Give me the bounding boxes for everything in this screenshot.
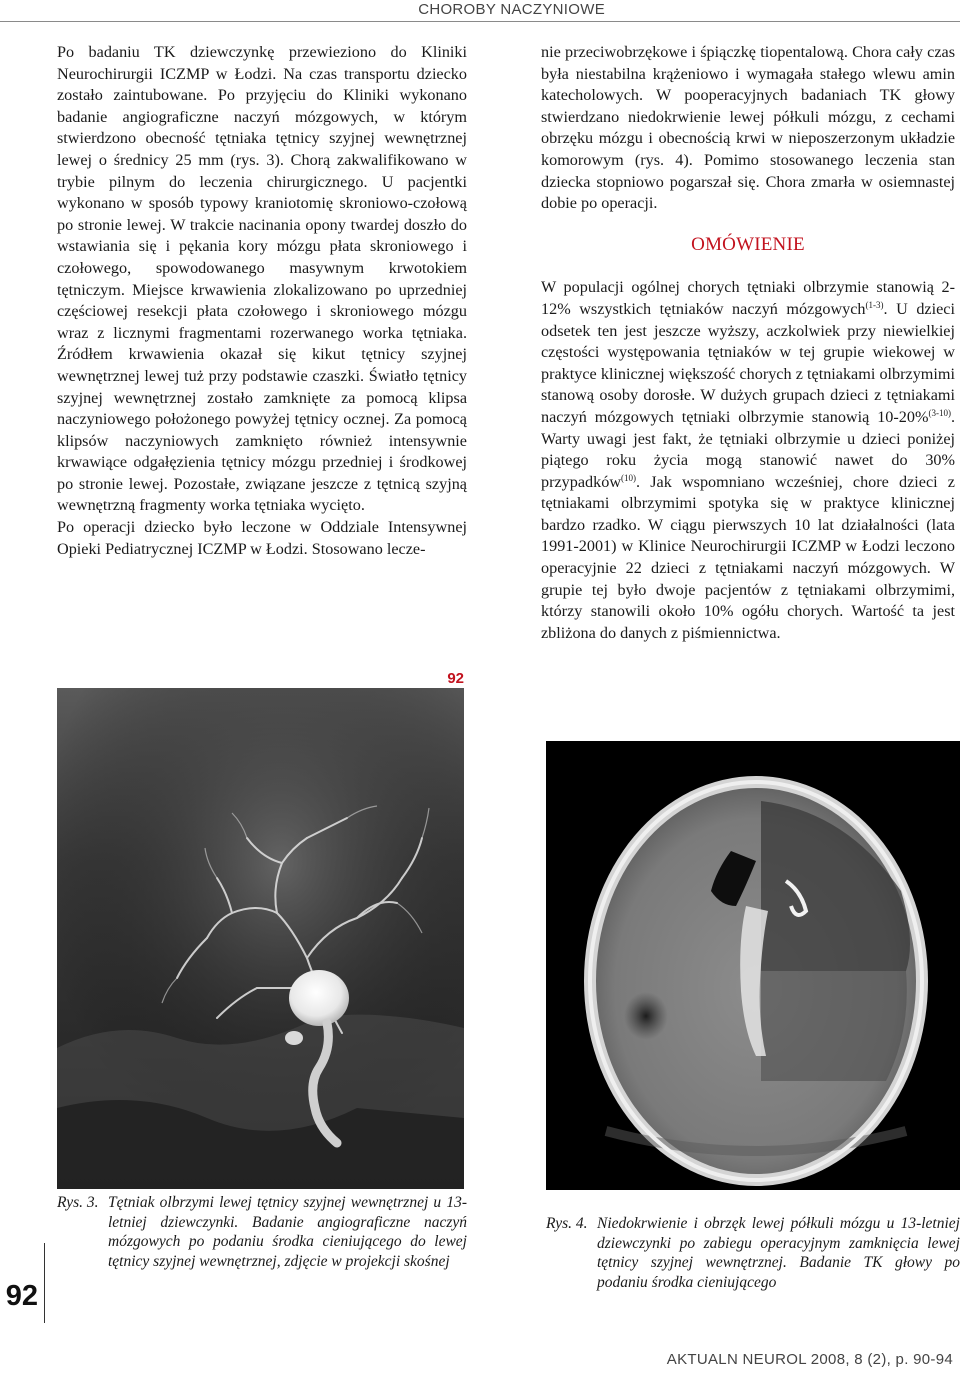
reference-3: (10): [621, 472, 637, 483]
figure-3-image-label: 92: [447, 670, 464, 687]
discussion-paragraph: [541, 277, 955, 644]
figure-4-caption-label: Rys. 4.: [546, 1215, 588, 1232]
figure-4-caption: [546, 1214, 960, 1292]
figure-3-caption-label: Rys. 3.: [57, 1194, 99, 1211]
figure-3-caption: [57, 1193, 467, 1271]
running-header: [0, 0, 960, 22]
header-rule: [0, 21, 960, 22]
figure-3-caption-text: Tętniak olbrzymi lewej tętnicy szyjnej wewnętrznej u 13-letniej dziewczynki. Badanie angiograficzne naczyń mózgowych po podaniu środka cieniującego do lewej tętnicy szyjnej wewnętrznej, zdjęcie w projekcji skośnej: [108, 1194, 467, 1270]
discussion-text-2: . U dzieci odsetek ten jest jeszcze wyższy, aczkolwiek przy niewielkiej częstości występowania tętniaków w tej grupie wiekowej w praktyce klinicznej większość chorych z tętniakami olbrzymimi stanową osoby dorosłe. W dużych grupach dzieci z tętniakami naczyń mózgowych tętniaki olbrzymie stanowią 10-20%: [541, 299, 955, 426]
page-number-rule: [44, 1243, 45, 1323]
ct-scan-illustration: [546, 741, 960, 1190]
reference-1: (1-3): [865, 299, 884, 310]
left-text-column: [57, 42, 467, 560]
right-text-column: [541, 42, 955, 644]
discussion-text-3: . Warty uwagi jest fakt, że tętniaki olbrzymie u dzieci poniżej piątego roku życia mogą stanowić nawet do 30% przypadków: [541, 407, 955, 491]
page-number: 92: [5, 1280, 38, 1312]
angiography-illustration: [57, 688, 464, 1189]
figure-4-caption-text: Niedokrwienie i obrzęk lewej półkuli mózgu u 13-letniej dziewczynki po zabiegu operacyjnym zamknięcia lewej tętnicy szyjnej wewnętrznej. Badanie TK głowy po podaniu środka cieniującego: [597, 1215, 960, 1291]
ct-scan-image: [546, 741, 960, 1190]
case-paragraph-icu: Po operacji dziecko było leczone w Oddziale Intensywnej Opieki Pediatrycznej ICZMP w Łodzi. Stosowano lecze-: [57, 518, 467, 558]
case-paragraph-outcome: nie przeciwobrzękowe i śpiączkę tiopentalową. Chora cały czas była niestabilna krążeniowo i wymagała stałego wlewu amin katecholowych. W pooperacyjnych badaniach TK głowy stwierdzano niedokrwienie lewej półkuli mózgu, z cechami obrzęku mózgu i obecnością krwi w nieposzerzonym układzie komorowym (rys. 4). Pomimo stosowanego leczenia stan dziecka stopniowo pogarszał się. Chora zmarła w osiemnastej dobie po operacji.: [541, 43, 955, 213]
section-title: CHOROBY NACZYNIOWE: [418, 1, 605, 18]
section-heading-omowienie: OMÓWIENIE: [691, 233, 805, 255]
discussion-text-1: W populacji ogólnej chorych tętniaki olbrzymie stanowią 2-12% wszystkich tętniaków naczyń mózgowych: [541, 278, 955, 318]
journal-citation: AKTUALN NEUROL 2008, 8 (2), p. 90-94: [666, 1351, 953, 1368]
case-paragraph-surgery: Po badaniu TK dziewczynkę przewieziono do Kliniki Neurochirurgii ICZMP w Łodzi. Na czas transportu dziecko zostało zaintubowane. Po przyjęciu do Kliniki wykonano badanie angiograficzne naczyń mózgowych, w którym stwierdzono obecność tętniaka tętnicy szyjnej wewnętrznej lewej o średnicy 25 mm (rys. 3). Chorą zakwalifikowano w trybie pilnym do leczenia chirurgicznego. U pacjentki wykonano w sposób typowy kraniotomię skroniowo-czołową po stronie lewej. W trakcie nacinania opony twardej doszło do wstawiania się i pękania kory mózgu płata skroniowego i czołowego, spowodowanego masywnym krwotokiem tętniczym. Miejsce krwawienia zlokalizowano po uprzedniej częściowej resekcji płata czołowego i skroniowego mózgu wraz z licznymi fragmentami rozerwanego worka tętniaka. Źródłem krwawienia okazał się kikut tętnicy szyjnej wewnętrznej lewej tuż przy podstawie czaszki. Światło tętnicy szyjnej wewnętrznej zostało zamknięte za pomocą klipsa naczyniowego położonego powyżej tętnicy ocznej. Za pomocą klipsów naczyniowych zamknięto również intensywnie krwawiące odgałęzienia tętnicy mózgu przedniej i środkowej po stronie lewej. Pozostałe, związane jeszcze z tętnicą szyjną wewnętrzną fragmenty worka tętniaka wycięto.: [57, 43, 467, 515]
angiography-image: [57, 688, 464, 1189]
discussion-text-4: . Jak wspomniano wcześniej, chore dzieci z tętniakami olbrzymimi spotyka się w praktyce klinicznej bardzo rzadko. W ciągu pierwszych 10 lat działalności (lata 1991-2001) w Klinice Neurochirurgii ICZMP w Łodzi leczono operacyjnie 22 dzieci z tętniakami naczyń mózgowych. W grupie tej było dwoje pacjentów z tętniakami olbrzymimi, którzy stanowili około 10% ogółu chorych. Wartość ta jest zbliżona do danych z piśmiennictwa.: [541, 472, 955, 642]
reference-2: (3-10): [928, 407, 951, 418]
